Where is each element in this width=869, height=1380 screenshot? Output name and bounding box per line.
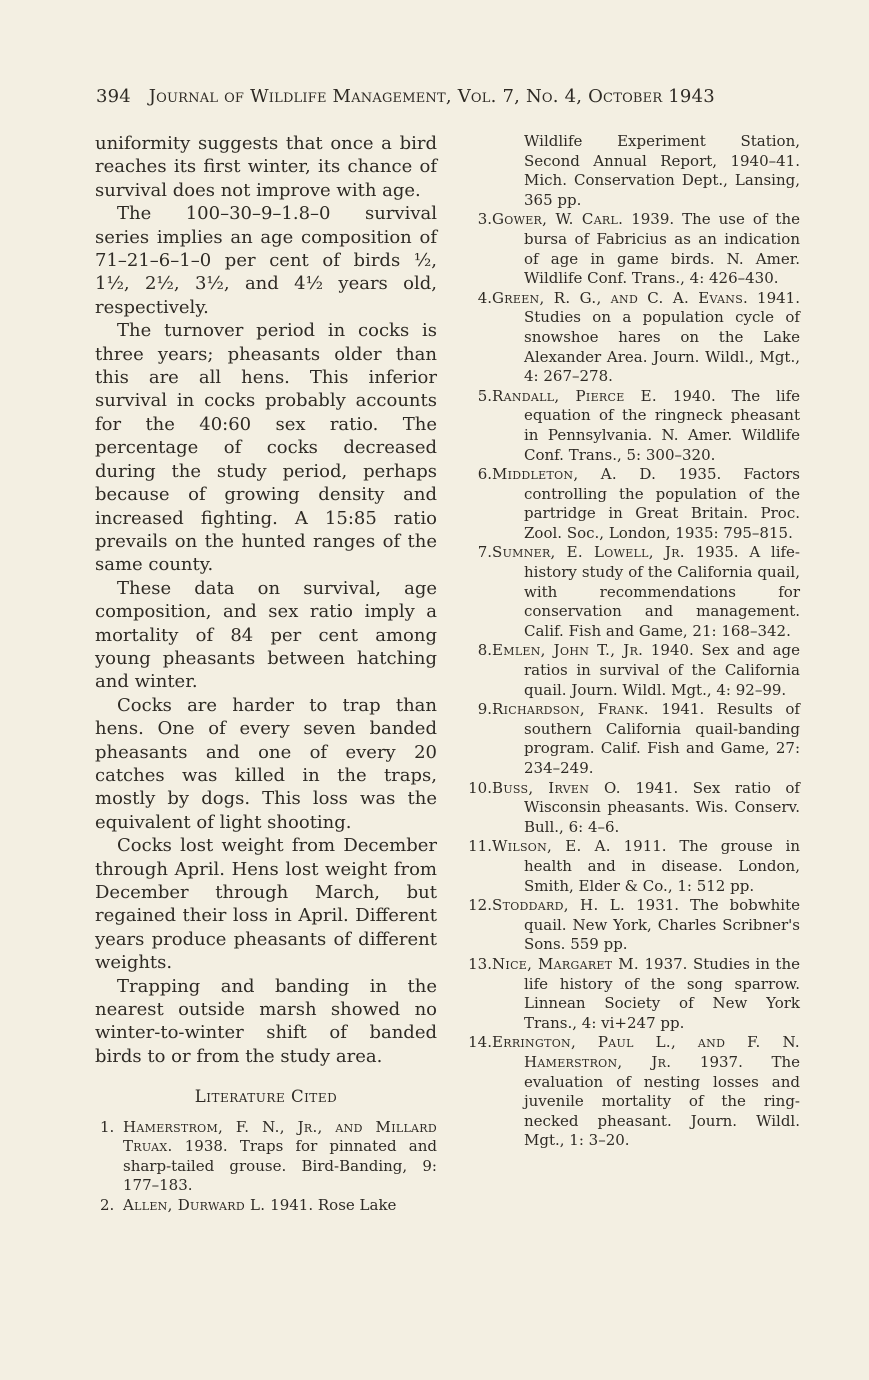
body-paragraph: The turnover period in cocks is three years; pheasants older than this are all hens. This inferior survival in cocks probably accounts for the 40:60 sex ratio. The percentage of cocks decreased during the study period, perhaps because of growing density and increased fighting. A 15:85 ratio prevails on the hunted ranges of the same county.	[95, 320, 437, 576]
reference-text: 1941. Sex ratio of Wisconsin pheasants. Wis. Conserv. Bull., 6: 4–6.	[524, 778, 800, 836]
reference-lead	[492, 210, 623, 228]
reference-text: 1941. Studies on a population cycle of snowshoe hares on the Lake Alexander Area. Journ. Wildl., Mgt., 4: 267–278.	[524, 288, 800, 386]
body-paragraph: These data on survival, age composition, and sex ratio imply a mortality of 84 per cent among young pheasants between hatching and winter.	[95, 577, 437, 693]
reference-author: Hamerstrom, F. N., Jr., and Millard Truax.	[123, 1117, 437, 1156]
reference-number: 13.	[468, 954, 492, 973]
reference-number: 14.	[468, 1033, 492, 1052]
reference-body	[492, 210, 800, 288]
reference-author: Nice, Margaret M.	[492, 954, 639, 973]
right-column	[462, 132, 800, 1151]
reference-body	[492, 465, 800, 543]
journal-title: Journal of Wildlife Management,	[148, 86, 452, 107]
page-number: 394	[96, 86, 131, 107]
reference-text: 1935. Factors controlling the population of the partridge in Great Britain. Proc. Zool. Soc., London, 1935: 795–815.	[524, 465, 800, 542]
reference-lead	[492, 700, 649, 718]
reference-item	[462, 210, 800, 288]
reference-author: Gower, W. Carl.	[492, 210, 624, 229]
reference-number: 7.	[477, 543, 492, 562]
reference-author: Randall, Pierce E.	[492, 386, 657, 405]
reference-item	[95, 1118, 437, 1196]
reference-number: 8.	[477, 641, 492, 660]
reference-item	[462, 896, 800, 955]
reference-lead	[492, 837, 611, 855]
reference-body	[492, 778, 800, 838]
reference-number: 3.	[477, 210, 492, 229]
reference-text: 1911. The grouse in health and in disease. London, Smith, Elder & Co., 1: 512 pp.	[524, 837, 800, 895]
reference-lead	[492, 543, 685, 561]
reference-item	[462, 543, 800, 641]
reference-author: Errington, Paul L., and F. N. Hamerstron, Jr.	[492, 1033, 800, 1071]
reference-item	[462, 387, 800, 465]
reference-lead	[492, 641, 643, 659]
reference-text: 1941. Results of southern California quail-banding program. Calif. Fish and Game, 27: 234–249.	[524, 700, 800, 777]
reference-author: Sumner, E. Lowell, Jr.	[492, 543, 685, 562]
reference-text: 1935. A life-history study of the California quail, with recommendations for conservation and management. Calif. Fish and Game, 21: 168–342.	[524, 543, 800, 640]
reference-body	[492, 1033, 800, 1151]
reference-item	[462, 837, 800, 896]
body-paragraph: uniformity suggests that once a bird reaches its first winter, its chance of survival does not improve with age.	[95, 133, 437, 201]
reference-item	[95, 1196, 437, 1216]
reference-body	[492, 641, 800, 700]
reference-body	[492, 288, 800, 387]
reference-number: 5.	[477, 386, 492, 405]
body-paragraph: Cocks lost weight from December through April. Hens lost weight from December through March, but regained their loss in April. Different years produce pheasants of different weights.	[95, 835, 437, 974]
reference-number: 12.	[468, 896, 492, 915]
reference-text: 1940. The life equation of the ringneck pheasant in Pennsylvania. N. Amer. Wildlife Conf. Trans., 5: 300–320.	[524, 386, 800, 464]
reference-number: 9.	[477, 700, 492, 719]
reference-lead	[492, 955, 639, 973]
reference-list	[462, 210, 800, 1151]
reference-body	[492, 543, 800, 641]
reference-author: Wilson, E. A.	[492, 837, 611, 856]
reference-author: Emlen, John T., Jr.	[492, 641, 644, 660]
reference-number: 4.	[477, 288, 492, 307]
reference-text: 1939. The use of the bursa of Fabricius as an indication of age in game birds. N. Amer. Wildlife Conf. Trans., 4: 426–430.	[524, 210, 800, 288]
reference-number: 11.	[468, 837, 492, 856]
literature-cited-heading: Literature Cited	[194, 1087, 338, 1107]
reference-continuation: Wildlife Experiment Station, Second Annual Report, 1940–41. Mich. Conservation Dept., Lansing, 365 pp.	[524, 132, 800, 209]
reference-item	[462, 641, 800, 700]
reference-item	[462, 465, 800, 543]
reference-author: Buss, Irven O.	[492, 778, 621, 797]
body-paragraph: Cocks are harder to trap than hens. One of every seven banded pheasants and one of every 20 catches was killed in the traps, mostly by dogs. This loss was the equivalent of light shooting.	[95, 694, 437, 833]
reference-lead	[492, 896, 625, 914]
reference-item	[462, 955, 800, 1033]
running-header	[96, 86, 776, 107]
reference-item	[462, 1033, 800, 1151]
reference-number: 1.	[100, 1117, 115, 1136]
reference-body	[492, 386, 800, 465]
reference-text: 1940. Sex and age ratios in survival of the California quail. Journ. Wildl. Mgt., 4: 92–99.	[524, 641, 800, 699]
reference-item	[462, 700, 800, 778]
reference-item	[462, 779, 800, 838]
reference-number: 10.	[468, 778, 492, 797]
reference-author: Middleton, A. D.	[492, 465, 657, 484]
reference-body	[492, 896, 800, 955]
reference-item	[462, 289, 800, 387]
volume-issue: Vol. 7, No. 4, October 1943	[457, 86, 715, 107]
reference-list	[95, 1118, 437, 1216]
reference-author: Richardson, Frank.	[492, 700, 649, 719]
reference-lead	[492, 387, 657, 405]
reference-text: 1941. Rose Lake	[270, 1196, 397, 1215]
body-paragraph: The 100–30–9–1.8–0 survival series implies an age composition of 71–21–6–1–0 per cent of birds ½, 1½, 2½, 3½, and 4½ years old, respectively.	[95, 203, 437, 318]
reference-lead	[492, 779, 621, 797]
reference-author: Green, R. G., and C. A. Evans.	[492, 288, 749, 307]
reference-text: 1938. Traps for pinnated and sharp-tailed grouse. Bird-Banding, 9: 177–183.	[123, 1137, 437, 1195]
reference-number: 2.	[100, 1196, 115, 1215]
reference-body	[492, 954, 800, 1033]
reference-number: 6.	[477, 465, 492, 484]
body-paragraph: Trapping and banding in the nearest outside marsh showed no winter-to-winter shift of banded birds to or from the study area.	[95, 975, 437, 1067]
reference-text: 1931. The bobwhite quail. New York, Charles Scribner's Sons. 559 pp.	[524, 896, 800, 954]
reference-body	[492, 700, 800, 778]
reference-author: Allen, Durward L.	[123, 1196, 266, 1215]
reference-text: 1937. Studies in the life history of the song sparrow. Linnean Society of New York Trans., 4: vi+247 pp.	[524, 954, 800, 1032]
reference-text: 1937. The evaluation of nesting losses and juvenile mortality of the ring-necked pheasant. Journ. Wildl. Mgt., 1: 3–20.	[524, 1052, 800, 1150]
left-column	[95, 132, 437, 1216]
reference-author: Stoddard, H. L.	[492, 896, 626, 915]
reference-lead	[492, 289, 748, 307]
reference-lead	[492, 465, 656, 483]
reference-body	[492, 837, 800, 896]
